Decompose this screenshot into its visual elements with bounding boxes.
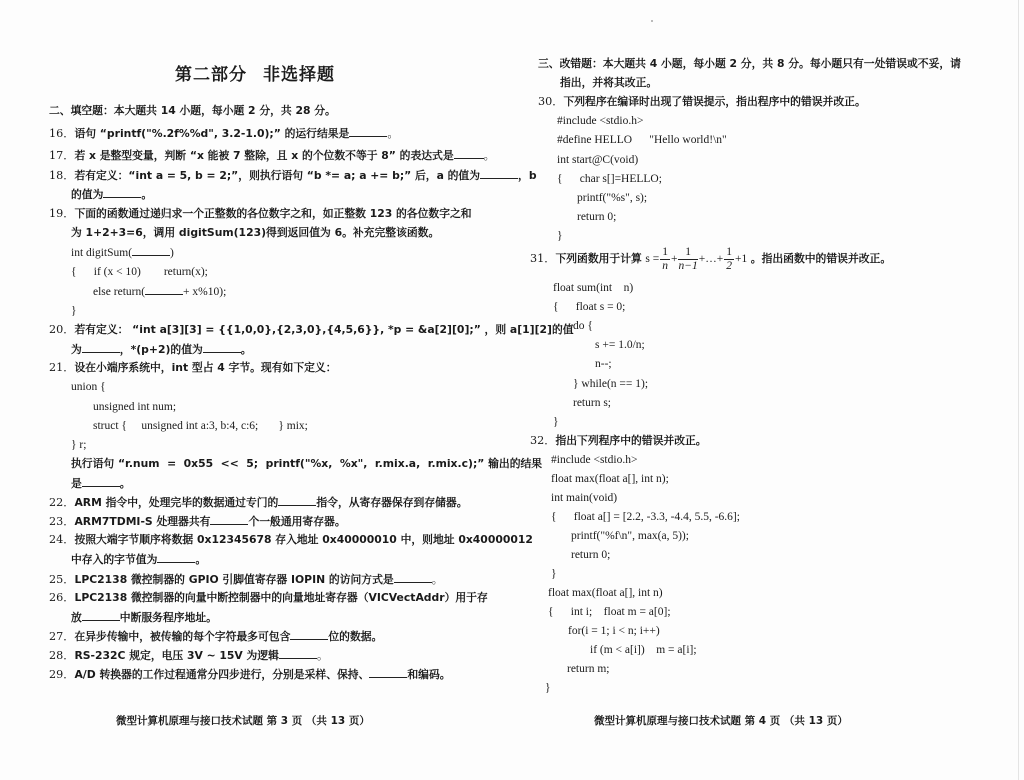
question-text: ARM 指令中，处理完毕的数据通过专门的	[74, 496, 279, 509]
question-number: 18．	[49, 169, 75, 182]
question-text: 设在小端序系统中，int 型占 4 字节。现有如下定义：	[74, 361, 337, 374]
formula	[645, 245, 750, 272]
question-26	[49, 591, 488, 605]
question-text: 下列函数用于计算	[555, 252, 642, 265]
question-text: 指出下列程序中的错误并改正。	[555, 434, 707, 447]
code-line: { char s[]=HELLO;	[557, 173, 662, 185]
question-25	[49, 572, 443, 587]
question-text: 若有定义： “int a[3][3] = {{1,0,0},{2,3,0},{4,5,6}}, *p = &a[2][0];” ，则 a[1][2]的值	[74, 323, 574, 336]
code-line: } r;	[71, 439, 87, 451]
question-20-line2	[71, 342, 252, 357]
question-number: 26．	[49, 591, 75, 604]
punct: 。	[141, 188, 153, 201]
question-text: 为	[71, 343, 82, 356]
question-24-line2	[71, 552, 206, 567]
code-text: + x%10);	[183, 286, 227, 298]
code-line: }	[545, 682, 551, 694]
code-line: }	[557, 230, 563, 242]
question-text: 按照大端字节顺序将数据 0x12345678 存入地址 0x40000010 中，则地址 0x40000012	[74, 533, 533, 546]
denominator: n−1	[678, 259, 698, 272]
code-line: float sum(int n)	[553, 282, 634, 294]
code-text: int digitSum(	[71, 247, 133, 259]
code-line	[71, 245, 174, 260]
code-line: #include <stdio.h>	[557, 115, 644, 127]
question-number: 27．	[49, 630, 75, 643]
question-number: 32．	[530, 434, 556, 447]
code-line: float max(float a[], int n);	[551, 473, 669, 485]
question-24	[49, 533, 533, 547]
answer-blank	[369, 667, 407, 678]
code-line: return s;	[573, 397, 612, 409]
section-heading-fill-blank: 二、填空题：本大题共 14 小题，每小题 2 分，共 28 分。	[49, 104, 336, 117]
code-line: printf("%s", s);	[577, 192, 648, 204]
code-line: printf("%f\n", max(a, 5));	[571, 530, 689, 542]
punct: 。	[240, 343, 252, 356]
code-line: } while(n == 1);	[573, 378, 649, 390]
answer-blank	[349, 126, 387, 137]
question-text: RS-232C 规定，电压 3V ~ 15V 为逻辑	[74, 649, 279, 662]
question-text: 下列程序在编译时出现了错误提示，指出程序中的错误并改正。	[563, 95, 866, 108]
numerator: 1	[678, 246, 697, 260]
answer-blank	[82, 610, 120, 621]
question-text: 的值为	[71, 188, 104, 201]
question-text: 是	[71, 477, 82, 490]
answer-blank	[279, 648, 317, 659]
question-text: 和编码。	[407, 668, 451, 681]
question-text: 位的数据。	[328, 630, 383, 643]
punct: 。	[195, 553, 207, 566]
code-line: unsigned int num;	[93, 401, 177, 413]
question-text: LPC2138 微控制器的向量中断控制器中的向量地址寄存器（VICVectAddr）用于存	[74, 591, 488, 604]
answer-blank	[82, 476, 120, 487]
page-title	[0, 60, 510, 85]
section-heading-error-correction: 三、改错题：本大题共 4 小题，每小题 2 分，共 8 分。每小题只有一处错误或不妥，请	[538, 57, 961, 70]
question-20	[49, 323, 574, 337]
question-text: 语句 “printf("%.2f%%d", 3.2-1.0);” 的运行结果是	[74, 127, 350, 140]
question-number: 23．	[49, 515, 75, 528]
question-29	[49, 667, 451, 682]
answer-blank	[394, 572, 432, 583]
question-16	[49, 126, 399, 141]
code-line: }	[553, 416, 559, 428]
question-number: 28．	[49, 649, 75, 662]
question-number: 20．	[49, 323, 75, 336]
punct: 。	[483, 149, 495, 162]
denominator: n	[662, 259, 668, 272]
plus: +	[670, 253, 678, 265]
question-number: 19．	[49, 207, 75, 220]
question-number: 29．	[49, 668, 75, 681]
code-line: n--;	[595, 358, 612, 370]
question-text: 中存入的字节值为	[71, 553, 158, 566]
code-line: s += 1.0/n;	[595, 339, 645, 351]
section-heading-line2: 指出，并将其改正。	[560, 76, 658, 89]
answer-blank	[82, 342, 120, 353]
denominator: 2	[726, 259, 732, 272]
punct: 。	[316, 649, 329, 662]
code-line: { if (x < 10) return(x);	[71, 266, 208, 278]
title-part: 非选择题	[263, 65, 335, 85]
question-number: 22．	[49, 496, 75, 509]
question-number: 16．	[49, 127, 75, 140]
question-text: ，b	[518, 169, 537, 182]
code-line: return m;	[567, 663, 610, 675]
question-number: 24．	[49, 533, 75, 546]
numerator: 1	[662, 245, 668, 258]
code-line: { float s = 0;	[553, 301, 626, 313]
question-number: 31．	[530, 252, 556, 265]
punct: 。	[431, 573, 443, 586]
formula-tail: +1	[734, 253, 748, 265]
formula-lhs: s =	[645, 253, 660, 265]
answer-blank	[210, 514, 248, 525]
question-text: ，*(p+2)的值为	[119, 343, 203, 356]
question-text: ARM7TDMI-S 处理器共有	[74, 515, 211, 528]
question-18-line2	[71, 187, 152, 202]
code-text: else return(	[93, 286, 146, 298]
answer-blank	[203, 342, 241, 353]
question-number: 30．	[538, 95, 564, 108]
punct: 。	[119, 477, 131, 490]
question-text: 若 x 是整型变量，判断 “x 能被 7 整除，且 x 的个位数不等于 8” 的表达式是	[74, 149, 454, 162]
code-line: union {	[71, 381, 106, 393]
code-line: { int i; float m = a[0];	[548, 606, 671, 618]
question-text: 指令，从寄存器保存到存储器。	[316, 496, 468, 509]
question-text: 下面的函数通过递归求一个正整数的各位数字之和，如正整数 123 的各位数字之和	[74, 207, 472, 220]
question-23	[49, 514, 346, 529]
code-line: }	[71, 305, 77, 317]
question-21-line3	[71, 476, 131, 491]
code-line: { float a[] = [2.2, -3.3, -4.4, 5.5, -6.6];	[551, 511, 740, 523]
question-31	[530, 245, 891, 273]
page-4	[510, 0, 1024, 780]
question-text: A/D 转换器的工作过程通常分四步进行，分别是采样、保持、	[74, 668, 370, 681]
code-line: struct { unsigned int a:3, b:4, c:6; } mix;	[93, 420, 308, 432]
question-26-line2	[71, 610, 217, 625]
page-footer: 微型计算机原理与接口技术试题 第 4 页 （共 13 页）	[594, 715, 848, 727]
code-line: int main(void)	[551, 492, 618, 504]
code-line: #include <stdio.h>	[551, 454, 638, 466]
code-line	[93, 284, 226, 299]
numerator: 1	[726, 245, 732, 258]
question-text: 个一般通用寄存器。	[248, 515, 346, 528]
code-line: return 0;	[577, 211, 617, 223]
question-text: 中断服务程序地址。	[119, 611, 217, 624]
code-text: )	[170, 247, 174, 259]
code-line: do {	[573, 320, 593, 332]
answer-blank	[103, 187, 141, 198]
question-text: 若有定义：“int a = 5, b = 2;”，则执行语句 “b *= a; a += b;” 后，a 的值为	[74, 169, 481, 182]
question-18	[49, 168, 537, 183]
code-line: #define HELLO "Hello world!\n"	[557, 134, 727, 146]
question-19	[49, 207, 472, 221]
question-19-line2: 为 1+2+3=6，调用 digitSum(123)得到返回值为 6。补充完整该函数。	[71, 226, 440, 239]
question-28	[49, 648, 328, 663]
answer-blank	[278, 495, 316, 506]
question-text: LPC2138 微控制器的 GPIO 引脚值寄存器 IOPIN 的访问方式是	[74, 573, 394, 586]
fraction	[660, 246, 670, 273]
title-part: 第二部分	[175, 65, 247, 85]
code-line: if (m < a[i]) m = a[i];	[590, 644, 697, 656]
page-footer: 微型计算机原理与接口技术试题 第 3 页 （共 13 页）	[116, 715, 370, 727]
answer-blank	[157, 552, 195, 563]
answer-blank	[145, 284, 183, 295]
question-32	[530, 434, 707, 448]
question-number: 25．	[49, 573, 75, 586]
fraction	[678, 246, 697, 273]
code-line: int start@C(void)	[557, 154, 639, 166]
fraction	[724, 246, 734, 273]
answer-blank	[132, 245, 170, 256]
question-22	[49, 495, 468, 510]
question-text: 在异步传输中，被传输的每个字符最多可包含	[74, 630, 291, 643]
ellipsis: +…+	[698, 253, 724, 265]
question-number: 21．	[49, 361, 75, 374]
question-30	[538, 95, 866, 109]
code-line: float max(float a[], int n)	[548, 587, 663, 599]
question-text: 。指出函数中的错误并改正。	[750, 252, 892, 265]
code-line: return 0;	[571, 549, 611, 561]
code-line: for(i = 1; i < n; i++)	[568, 625, 660, 637]
answer-blank	[290, 629, 328, 640]
question-27	[49, 629, 382, 644]
punct: 。	[387, 127, 399, 140]
question-17	[49, 148, 495, 163]
answer-blank	[454, 148, 484, 159]
code-line: }	[551, 568, 557, 580]
question-text: 放	[71, 611, 82, 624]
question-21	[49, 361, 337, 375]
question-number: 17．	[49, 149, 75, 162]
question-21-line2: 执行语句 “r.num = 0x55 << 5; printf("%x, %x", r.mix.a, r.mix.c);” 输出的结果	[71, 457, 543, 470]
